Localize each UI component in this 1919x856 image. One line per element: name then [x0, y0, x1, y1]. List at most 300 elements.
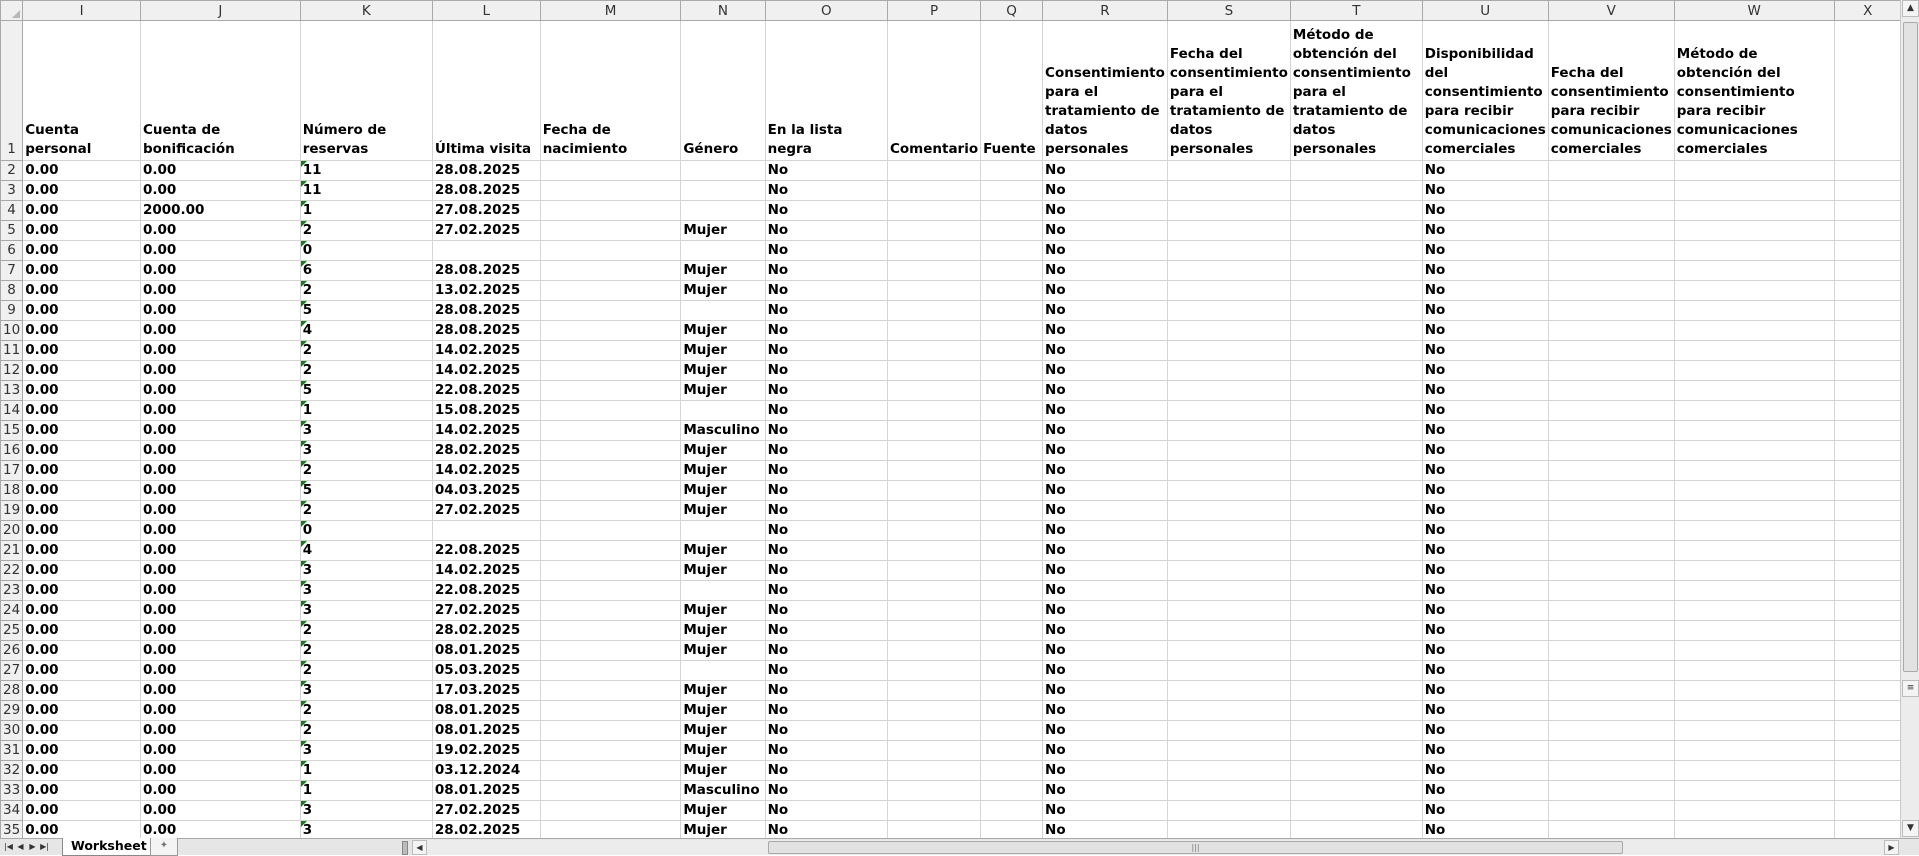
cell-v[interactable]: [1548, 681, 1674, 701]
cell-x[interactable]: [1834, 181, 1901, 201]
cell-o[interactable]: No: [765, 561, 887, 581]
cell-v[interactable]: [1548, 781, 1674, 801]
cell-p[interactable]: [887, 801, 980, 821]
cell-u[interactable]: No: [1422, 421, 1548, 441]
cell-w[interactable]: [1674, 741, 1834, 761]
cell-l[interactable]: 27.02.2025: [432, 601, 540, 621]
cell-q[interactable]: [981, 641, 1043, 661]
cell-w[interactable]: [1674, 721, 1834, 741]
cell-l[interactable]: 22.08.2025: [432, 541, 540, 561]
cell-j[interactable]: 0.00: [140, 541, 300, 561]
cell-v[interactable]: [1548, 501, 1674, 521]
row-header[interactable]: 33: [1, 781, 23, 801]
cell-l[interactable]: 17.03.2025: [432, 681, 540, 701]
cell-n[interactable]: Mujer: [681, 561, 765, 581]
cell-j[interactable]: 0.00: [140, 821, 300, 839]
cell-t[interactable]: [1290, 481, 1422, 501]
cell-k[interactable]: [300, 421, 432, 441]
cell-n[interactable]: Mujer: [681, 701, 765, 721]
cell-p[interactable]: [887, 501, 980, 521]
cell-u[interactable]: No: [1422, 821, 1548, 839]
row-header[interactable]: 16: [1, 441, 23, 461]
cell-k[interactable]: [300, 381, 432, 401]
cell-i[interactable]: 0.00: [23, 801, 141, 821]
column-header-t[interactable]: T: [1290, 1, 1422, 21]
column-header-m[interactable]: M: [540, 1, 681, 21]
cell-v[interactable]: [1548, 201, 1674, 221]
cell-o[interactable]: No: [765, 501, 887, 521]
cell-p[interactable]: [887, 421, 980, 441]
vertical-scrollbar[interactable]: [1900, 0, 1919, 838]
cell-w[interactable]: [1674, 601, 1834, 621]
cell-x[interactable]: [1834, 441, 1901, 461]
cell-i[interactable]: 0.00: [23, 221, 141, 241]
cell-p[interactable]: [887, 181, 980, 201]
column-header-q[interactable]: Q: [981, 1, 1043, 21]
cell-x[interactable]: [1834, 641, 1901, 661]
cell-t[interactable]: [1290, 781, 1422, 801]
cell-j[interactable]: 0.00: [140, 461, 300, 481]
cell-l[interactable]: 14.02.2025: [432, 341, 540, 361]
row-header[interactable]: 10: [1, 321, 23, 341]
horizontal-scroll-thumb[interactable]: |||: [768, 841, 1623, 854]
cell-w[interactable]: [1674, 401, 1834, 421]
column-header-o[interactable]: O: [765, 1, 887, 21]
cell-m[interactable]: [540, 201, 681, 221]
cell-x[interactable]: [1834, 601, 1901, 621]
cell-q[interactable]: [981, 561, 1043, 581]
column-header-s[interactable]: S: [1167, 1, 1290, 21]
cell-k[interactable]: [300, 721, 432, 741]
cell-s[interactable]: [1167, 241, 1290, 261]
cell-j[interactable]: 0.00: [140, 621, 300, 641]
row-header[interactable]: 20: [1, 521, 23, 541]
cell-j[interactable]: 0.00: [140, 221, 300, 241]
cell-q[interactable]: [981, 361, 1043, 381]
cell-s[interactable]: [1167, 421, 1290, 441]
cell-q[interactable]: [981, 581, 1043, 601]
cell-u[interactable]: No: [1422, 221, 1548, 241]
cell-m[interactable]: [540, 801, 681, 821]
cell-n[interactable]: Mujer: [681, 281, 765, 301]
cell-v[interactable]: [1548, 421, 1674, 441]
cell-r[interactable]: No: [1043, 221, 1168, 241]
cell-v[interactable]: [1548, 361, 1674, 381]
row-header[interactable]: 12: [1, 361, 23, 381]
row-header[interactable]: 11: [1, 341, 23, 361]
cell-i[interactable]: 0.00: [23, 301, 141, 321]
cell-n[interactable]: [681, 181, 765, 201]
cell-o[interactable]: No: [765, 181, 887, 201]
cell-w[interactable]: [1674, 361, 1834, 381]
cell-l[interactable]: 28.08.2025: [432, 261, 540, 281]
cell-q[interactable]: [981, 281, 1043, 301]
cell-i[interactable]: 0.00: [23, 821, 141, 839]
cell-p[interactable]: [887, 541, 980, 561]
cell-v[interactable]: [1548, 461, 1674, 481]
cell-i[interactable]: 0.00: [23, 401, 141, 421]
cell-s[interactable]: [1167, 341, 1290, 361]
cell-j[interactable]: 0.00: [140, 521, 300, 541]
cell-s[interactable]: [1167, 301, 1290, 321]
header-cell-i[interactable]: Cuenta personal: [23, 21, 141, 161]
cell-n[interactable]: Mujer: [681, 461, 765, 481]
cell-v[interactable]: [1548, 481, 1674, 501]
row-header[interactable]: 28: [1, 681, 23, 701]
scroll-left-icon[interactable]: ◀: [412, 840, 427, 855]
cell-r[interactable]: No: [1043, 441, 1168, 461]
cell-i[interactable]: 0.00: [23, 721, 141, 741]
cell-p[interactable]: [887, 741, 980, 761]
cell-n[interactable]: Mujer: [681, 541, 765, 561]
cell-n[interactable]: Mujer: [681, 481, 765, 501]
cell-s[interactable]: [1167, 601, 1290, 621]
cell-q[interactable]: [981, 521, 1043, 541]
cell-l[interactable]: 08.01.2025: [432, 721, 540, 741]
cell-w[interactable]: [1674, 341, 1834, 361]
cell-i[interactable]: 0.00: [23, 441, 141, 461]
cell-i[interactable]: 0.00: [23, 421, 141, 441]
cell-m[interactable]: [540, 481, 681, 501]
cell-p[interactable]: [887, 361, 980, 381]
cell-n[interactable]: [681, 581, 765, 601]
cell-s[interactable]: [1167, 181, 1290, 201]
row-header[interactable]: 3: [1, 181, 23, 201]
cell-r[interactable]: No: [1043, 621, 1168, 641]
cell-t[interactable]: [1290, 161, 1422, 181]
cell-s[interactable]: [1167, 561, 1290, 581]
cell-o[interactable]: No: [765, 681, 887, 701]
cell-i[interactable]: 0.00: [23, 601, 141, 621]
first-sheet-icon[interactable]: |◀: [4, 842, 13, 851]
cell-m[interactable]: [540, 361, 681, 381]
row-header[interactable]: 15: [1, 421, 23, 441]
cell-q[interactable]: [981, 721, 1043, 741]
cell-j[interactable]: 0.00: [140, 381, 300, 401]
row-header[interactable]: 9: [1, 301, 23, 321]
cell-l[interactable]: 27.02.2025: [432, 801, 540, 821]
cell-i[interactable]: 0.00: [23, 581, 141, 601]
cell-v[interactable]: [1548, 601, 1674, 621]
tab-worksheet[interactable]: Worksheet: [62, 838, 156, 856]
cell-t[interactable]: [1290, 681, 1422, 701]
cell-j[interactable]: 0.00: [140, 781, 300, 801]
cell-l[interactable]: 28.02.2025: [432, 821, 540, 839]
scroll-down-icon[interactable]: ▼: [1902, 820, 1919, 837]
cell-o[interactable]: No: [765, 621, 887, 641]
cell-k[interactable]: [300, 621, 432, 641]
cell-r[interactable]: No: [1043, 661, 1168, 681]
cell-i[interactable]: 0.00: [23, 381, 141, 401]
cell-u[interactable]: No: [1422, 481, 1548, 501]
cell-p[interactable]: [887, 401, 980, 421]
cell-j[interactable]: 0.00: [140, 581, 300, 601]
cell-m[interactable]: [540, 261, 681, 281]
cell-w[interactable]: [1674, 761, 1834, 781]
cell-v[interactable]: [1548, 581, 1674, 601]
cell-q[interactable]: [981, 161, 1043, 181]
cell-p[interactable]: [887, 781, 980, 801]
cell-p[interactable]: [887, 521, 980, 541]
cell-w[interactable]: [1674, 461, 1834, 481]
select-all-corner[interactable]: [1, 1, 23, 21]
cell-k[interactable]: [300, 401, 432, 421]
row-header[interactable]: 24: [1, 601, 23, 621]
cell-l[interactable]: 22.08.2025: [432, 581, 540, 601]
cell-r[interactable]: No: [1043, 281, 1168, 301]
cell-m[interactable]: [540, 601, 681, 621]
cell-i[interactable]: 0.00: [23, 521, 141, 541]
cell-j[interactable]: 0.00: [140, 241, 300, 261]
cell-n[interactable]: Masculino: [681, 421, 765, 441]
cell-i[interactable]: 0.00: [23, 461, 141, 481]
cell-i[interactable]: 0.00: [23, 621, 141, 641]
cell-s[interactable]: [1167, 501, 1290, 521]
cell-r[interactable]: No: [1043, 641, 1168, 661]
cell-s[interactable]: [1167, 381, 1290, 401]
cell-m[interactable]: [540, 781, 681, 801]
cell-o[interactable]: No: [765, 821, 887, 839]
cell-t[interactable]: [1290, 741, 1422, 761]
cell-v[interactable]: [1548, 621, 1674, 641]
cell-j[interactable]: 2000.00: [140, 201, 300, 221]
cell-s[interactable]: [1167, 461, 1290, 481]
cell-q[interactable]: [981, 541, 1043, 561]
cell-x[interactable]: [1834, 361, 1901, 381]
cell-n[interactable]: Mujer: [681, 501, 765, 521]
cell-m[interactable]: [540, 381, 681, 401]
cell-v[interactable]: [1548, 761, 1674, 781]
cell-s[interactable]: [1167, 261, 1290, 281]
cell-n[interactable]: [681, 201, 765, 221]
cell-m[interactable]: [540, 421, 681, 441]
cell-x[interactable]: [1834, 501, 1901, 521]
cell-q[interactable]: [981, 461, 1043, 481]
cell-m[interactable]: [540, 741, 681, 761]
cell-o[interactable]: No: [765, 541, 887, 561]
cell-r[interactable]: No: [1043, 721, 1168, 741]
column-header-p[interactable]: P: [887, 1, 980, 21]
cell-i[interactable]: 0.00: [23, 321, 141, 341]
cell-s[interactable]: [1167, 361, 1290, 381]
cell-s[interactable]: [1167, 621, 1290, 641]
cell-q[interactable]: [981, 501, 1043, 521]
row-header[interactable]: 2: [1, 161, 23, 181]
cell-u[interactable]: No: [1422, 741, 1548, 761]
cell-v[interactable]: [1548, 701, 1674, 721]
cell-s[interactable]: [1167, 161, 1290, 181]
cell-m[interactable]: [540, 241, 681, 261]
cell-l[interactable]: 28.08.2025: [432, 321, 540, 341]
cell-q[interactable]: [981, 241, 1043, 261]
cell-i[interactable]: 0.00: [23, 341, 141, 361]
cell-w[interactable]: [1674, 661, 1834, 681]
cell-s[interactable]: [1167, 741, 1290, 761]
cell-r[interactable]: No: [1043, 561, 1168, 581]
cell-r[interactable]: No: [1043, 161, 1168, 181]
cell-l[interactable]: [432, 241, 540, 261]
cell-n[interactable]: Mujer: [681, 641, 765, 661]
cell-m[interactable]: [540, 541, 681, 561]
cell-n[interactable]: Mujer: [681, 601, 765, 621]
cell-q[interactable]: [981, 761, 1043, 781]
cell-w[interactable]: [1674, 681, 1834, 701]
cell-v[interactable]: [1548, 721, 1674, 741]
cell-k[interactable]: [300, 521, 432, 541]
cell-t[interactable]: [1290, 701, 1422, 721]
cell-n[interactable]: Masculino: [681, 781, 765, 801]
cell-j[interactable]: 0.00: [140, 641, 300, 661]
header-cell-w[interactable]: Método de obtención del consentimiento para recibir comunicaciones comerciales: [1674, 21, 1834, 161]
cell-j[interactable]: 0.00: [140, 441, 300, 461]
cell-r[interactable]: No: [1043, 681, 1168, 701]
cell-r[interactable]: No: [1043, 541, 1168, 561]
last-sheet-icon[interactable]: ▶|: [40, 842, 49, 851]
cell-m[interactable]: [540, 581, 681, 601]
cell-x[interactable]: [1834, 701, 1901, 721]
cell-t[interactable]: [1290, 721, 1422, 741]
cell-v[interactable]: [1548, 561, 1674, 581]
cell-o[interactable]: No: [765, 281, 887, 301]
cell-u[interactable]: No: [1422, 161, 1548, 181]
cell-p[interactable]: [887, 701, 980, 721]
cell-i[interactable]: 0.00: [23, 641, 141, 661]
cell-p[interactable]: [887, 301, 980, 321]
cell-u[interactable]: No: [1422, 621, 1548, 641]
cell-p[interactable]: [887, 381, 980, 401]
cell-m[interactable]: [540, 161, 681, 181]
cell-o[interactable]: No: [765, 521, 887, 541]
cell-n[interactable]: Mujer: [681, 801, 765, 821]
cell-s[interactable]: [1167, 701, 1290, 721]
cell-k[interactable]: [300, 761, 432, 781]
row-header[interactable]: 21: [1, 541, 23, 561]
cell-u[interactable]: No: [1422, 581, 1548, 601]
cell-i[interactable]: 0.00: [23, 181, 141, 201]
cell-x[interactable]: [1834, 801, 1901, 821]
row-header[interactable]: 27: [1, 661, 23, 681]
cell-x[interactable]: [1834, 661, 1901, 681]
cell-l[interactable]: 28.02.2025: [432, 441, 540, 461]
cell-v[interactable]: [1548, 221, 1674, 241]
cell-t[interactable]: [1290, 541, 1422, 561]
cell-m[interactable]: [540, 661, 681, 681]
cell-q[interactable]: [981, 781, 1043, 801]
cell-s[interactable]: [1167, 781, 1290, 801]
row-header[interactable]: 30: [1, 721, 23, 741]
cell-l[interactable]: 15.08.2025: [432, 401, 540, 421]
cell-q[interactable]: [981, 601, 1043, 621]
cell-j[interactable]: 0.00: [140, 761, 300, 781]
cell-m[interactable]: [540, 561, 681, 581]
cell-o[interactable]: No: [765, 441, 887, 461]
insert-sheet-icon[interactable]: ✦: [150, 838, 178, 856]
cell-m[interactable]: [540, 181, 681, 201]
cell-k[interactable]: [300, 361, 432, 381]
cell-t[interactable]: [1290, 321, 1422, 341]
cell-l[interactable]: 14.02.2025: [432, 561, 540, 581]
cell-x[interactable]: [1834, 161, 1901, 181]
cell-s[interactable]: [1167, 541, 1290, 561]
cell-q[interactable]: [981, 481, 1043, 501]
cell-r[interactable]: No: [1043, 781, 1168, 801]
cell-q[interactable]: [981, 341, 1043, 361]
cell-x[interactable]: [1834, 621, 1901, 641]
cell-s[interactable]: [1167, 821, 1290, 839]
cell-v[interactable]: [1548, 161, 1674, 181]
cell-x[interactable]: [1834, 221, 1901, 241]
cell-i[interactable]: 0.00: [23, 761, 141, 781]
cell-t[interactable]: [1290, 581, 1422, 601]
cell-m[interactable]: [540, 621, 681, 641]
cell-x[interactable]: [1834, 821, 1901, 839]
cell-j[interactable]: 0.00: [140, 721, 300, 741]
cell-l[interactable]: 28.08.2025: [432, 301, 540, 321]
cell-l[interactable]: 08.01.2025: [432, 641, 540, 661]
cell-w[interactable]: [1674, 321, 1834, 341]
cell-q[interactable]: [981, 221, 1043, 241]
cell-s[interactable]: [1167, 681, 1290, 701]
cell-p[interactable]: [887, 321, 980, 341]
cell-l[interactable]: 27.02.2025: [432, 501, 540, 521]
cell-q[interactable]: [981, 201, 1043, 221]
cell-n[interactable]: Mujer: [681, 721, 765, 741]
cell-v[interactable]: [1548, 821, 1674, 839]
cell-r[interactable]: No: [1043, 601, 1168, 621]
cell-r[interactable]: No: [1043, 261, 1168, 281]
column-header-u[interactable]: U: [1422, 1, 1548, 21]
cell-t[interactable]: [1290, 521, 1422, 541]
cell-s[interactable]: [1167, 201, 1290, 221]
cell-o[interactable]: No: [765, 701, 887, 721]
cell-w[interactable]: [1674, 221, 1834, 241]
cell-j[interactable]: 0.00: [140, 261, 300, 281]
cell-o[interactable]: No: [765, 781, 887, 801]
cell-q[interactable]: [981, 321, 1043, 341]
cell-u[interactable]: No: [1422, 361, 1548, 381]
cell-s[interactable]: [1167, 221, 1290, 241]
cell-m[interactable]: [540, 641, 681, 661]
column-header-j[interactable]: J: [140, 1, 300, 21]
row-header[interactable]: 25: [1, 621, 23, 641]
cell-x[interactable]: [1834, 481, 1901, 501]
cell-i[interactable]: 0.00: [23, 741, 141, 761]
cell-s[interactable]: [1167, 661, 1290, 681]
cell-u[interactable]: No: [1422, 601, 1548, 621]
cell-r[interactable]: No: [1043, 741, 1168, 761]
cell-l[interactable]: 28.08.2025: [432, 181, 540, 201]
cell-i[interactable]: 0.00: [23, 781, 141, 801]
cell-x[interactable]: [1834, 241, 1901, 261]
cell-t[interactable]: [1290, 401, 1422, 421]
cell-o[interactable]: No: [765, 221, 887, 241]
cell-x[interactable]: [1834, 781, 1901, 801]
cell-w[interactable]: [1674, 261, 1834, 281]
cell-o[interactable]: No: [765, 661, 887, 681]
cell-n[interactable]: [681, 241, 765, 261]
cell-x[interactable]: [1834, 421, 1901, 441]
split-handle-icon[interactable]: ≡: [1902, 680, 1919, 697]
header-cell-v[interactable]: Fecha del consentimiento para recibir comunicaciones comerciales: [1548, 21, 1674, 161]
cell-u[interactable]: No: [1422, 261, 1548, 281]
cell-r[interactable]: No: [1043, 761, 1168, 781]
header-cell-r[interactable]: Consentimiento para el tratamiento de datos personales: [1043, 21, 1168, 161]
cell-w[interactable]: [1674, 281, 1834, 301]
cell-i[interactable]: 0.00: [23, 361, 141, 381]
cell-s[interactable]: [1167, 441, 1290, 461]
cell-k[interactable]: [300, 741, 432, 761]
cell-l[interactable]: 14.02.2025: [432, 421, 540, 441]
